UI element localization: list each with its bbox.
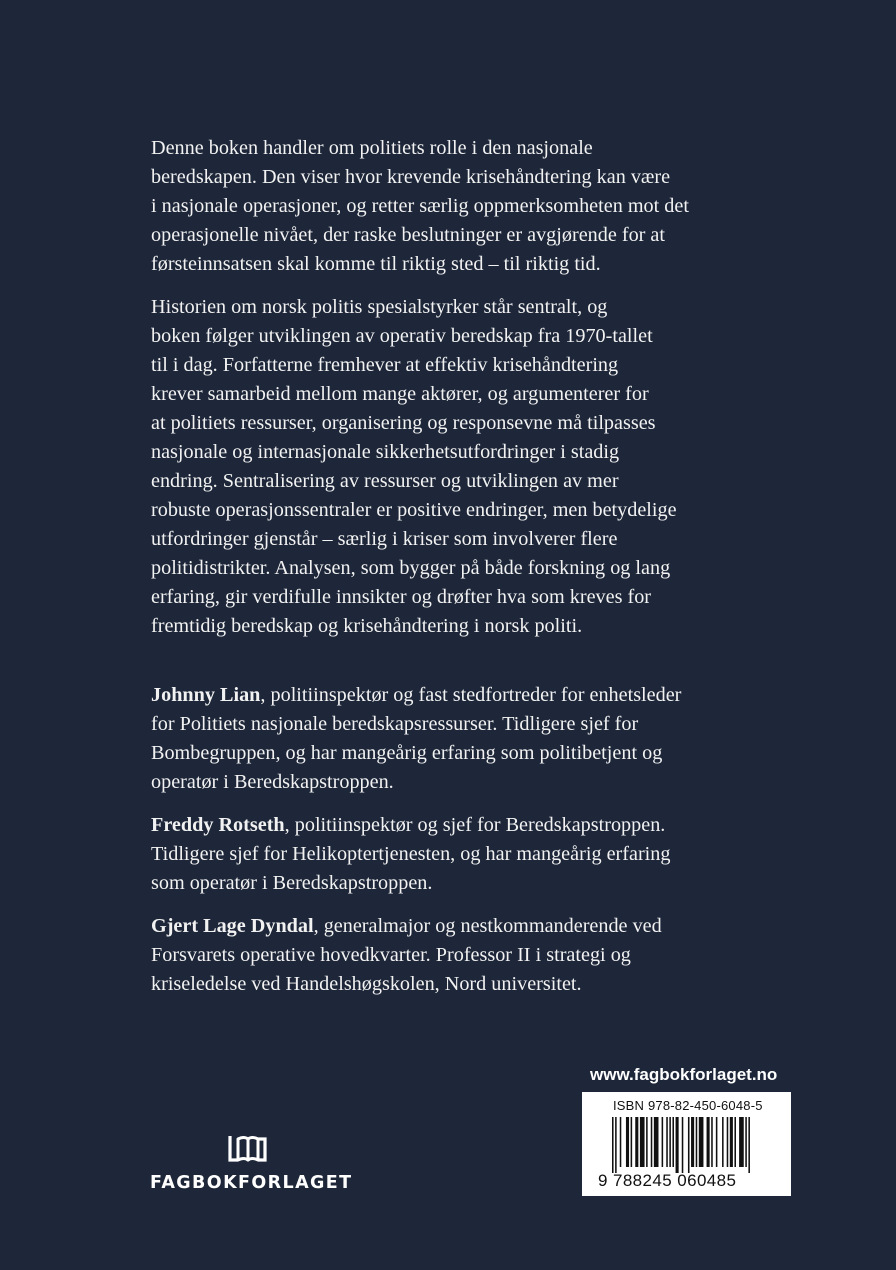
- blurb-line: Historien om norsk politis spesialstyrker står sentralt, og: [151, 296, 608, 318]
- barcode-bar: [699, 1117, 704, 1167]
- author-name: Gjert Lage Dyndal: [151, 915, 314, 937]
- barcode-bar: [654, 1117, 659, 1167]
- author-bio-line: Bombegruppen, og har mangeårig erfaring som politibetjent og: [151, 742, 663, 764]
- author-bio-line: kriseledelse ved Handelshøgskolen, Nord universitet.: [151, 973, 582, 995]
- barcode-bar: [739, 1117, 744, 1167]
- blurb-line: endring. Sentralisering av ressurser og utviklingen av mer: [151, 470, 619, 492]
- blurb-line: Denne boken handler om politiets rolle i den nasjonale: [151, 137, 593, 159]
- barcode-bar: [640, 1117, 645, 1167]
- author-bio-line: operatør i Beredskapstroppen.: [151, 771, 394, 793]
- barcode-bar: [696, 1117, 698, 1167]
- author-bio-line: som operatør i Beredskapstroppen.: [151, 872, 433, 894]
- blurb-line: krever samarbeid mellom mange aktører, og argumenterer for: [151, 383, 649, 405]
- blurb-line: robuste operasjonssentraler er positive endringer, men betydelige: [151, 499, 677, 521]
- barcode-bar: [626, 1117, 629, 1167]
- author-bio-first-line: [151, 681, 791, 710]
- barcode-bar: [635, 1117, 638, 1167]
- isbn-digits: 9 788245 060485: [598, 1171, 737, 1190]
- author-bio: [151, 681, 791, 797]
- barcode-bar: [620, 1117, 622, 1167]
- blurb-paragraph-1: [151, 134, 791, 279]
- barcode-bar: [631, 1117, 633, 1167]
- blurb-paragraph-2: [151, 293, 791, 641]
- barcode-bar: [711, 1117, 713, 1167]
- barcode-bars: [610, 1117, 778, 1173]
- barcode-bar: [734, 1117, 736, 1167]
- blurb-line: førsteinnsatsen skal komme til riktig sted – til riktig tid.: [151, 253, 601, 275]
- author-bio-line: Forsvarets operative hovedkvarter. Professor II i strategi og: [151, 944, 631, 966]
- author-bio: [151, 811, 791, 898]
- author-bio-text: , generalmajor og nestkommanderende ved: [313, 915, 662, 937]
- barcode-bar: [676, 1117, 679, 1173]
- author-name: Johnny Lian: [151, 684, 261, 706]
- publisher-logo: [150, 1133, 353, 1203]
- author-bio-first-line: [151, 811, 791, 840]
- blurb-line: politidistrikter. Analysen, som bygger på både forskning og lang: [151, 557, 671, 579]
- blurb-line: at politiets ressurser, organisering og responsevne må tilpasses: [151, 412, 656, 434]
- blurb-line: boken følger utviklingen av operativ beredskap fra 1970-tallet: [151, 325, 653, 347]
- blurb-line: utfordringer gjenstår – særlig i kriser som involverer flere: [151, 528, 618, 550]
- barcode-bar: [662, 1117, 664, 1167]
- author-bios: [151, 681, 791, 999]
- author-bio-line: for Politiets nasjonale beredskapsressurser. Tidligere sjef for: [151, 713, 639, 735]
- barcode-bar: [651, 1117, 653, 1167]
- barcode-bar: [669, 1117, 671, 1167]
- isbn-label: ISBN 978-82-450-6048-5: [613, 1098, 763, 1113]
- barcode-bar: [666, 1117, 668, 1167]
- barcode-bar: [730, 1117, 733, 1167]
- author-bio-line: Tidligere sjef for Helikoptertjenesten, og har mangeårig erfaring: [151, 843, 671, 865]
- author-bio-first-line: [151, 912, 791, 941]
- publisher-website: www.fagbokforlaget.no: [590, 1065, 778, 1084]
- author-name: Freddy Rotseth: [151, 814, 285, 836]
- barcode-bar: [707, 1117, 710, 1167]
- barcode-bar: [722, 1117, 724, 1167]
- isbn-barcode: [582, 1092, 791, 1196]
- barcode-bar: [691, 1117, 694, 1167]
- blurb-line: beredskapen. Den viser hvor krevende krisehåndtering kan være: [151, 166, 671, 188]
- author-bio: [151, 912, 791, 999]
- blurb-line: nasjonale og internasjonale sikkerhetsutfordringer i stadig: [151, 441, 620, 463]
- open-book-icon: [227, 1133, 269, 1163]
- blurb-line: operasjonelle nivået, der raske beslutninger er avgjørende for at: [151, 224, 666, 246]
- publisher-name: FAGBOKFORLAGET: [150, 1173, 353, 1193]
- blurb-line: fremtidig beredskap og krisehåndtering i norsk politi.: [151, 615, 583, 637]
- author-bio-text: , politiinspektør og sjef for Beredskapstroppen.: [284, 814, 666, 836]
- blurb-line: til i dag. Forfatterne fremhever at effektiv krisehåndtering: [151, 354, 619, 376]
- blurb-line: erfaring, gir verdifulle innsikter og drøfter hva som kreves for: [151, 586, 652, 608]
- barcode-bar: [646, 1117, 648, 1167]
- barcode-bar: [682, 1117, 684, 1173]
- barcode-bar: [672, 1117, 674, 1167]
- barcode-bar: [716, 1117, 718, 1167]
- back-cover-blurb: [151, 134, 791, 641]
- barcode-bar: [745, 1117, 747, 1167]
- blurb-line: i nasjonale operasjoner, og retter særlig oppmerksomheten mot det: [151, 195, 689, 217]
- barcode-bar: [727, 1117, 729, 1167]
- barcode-bar: [688, 1117, 690, 1173]
- author-bio-text: , politiinspektør og fast stedfortreder for enhetsleder: [260, 684, 682, 706]
- barcode-bar: [615, 1117, 617, 1173]
- barcode-bar: [612, 1117, 614, 1173]
- barcode-bar: [748, 1117, 750, 1173]
